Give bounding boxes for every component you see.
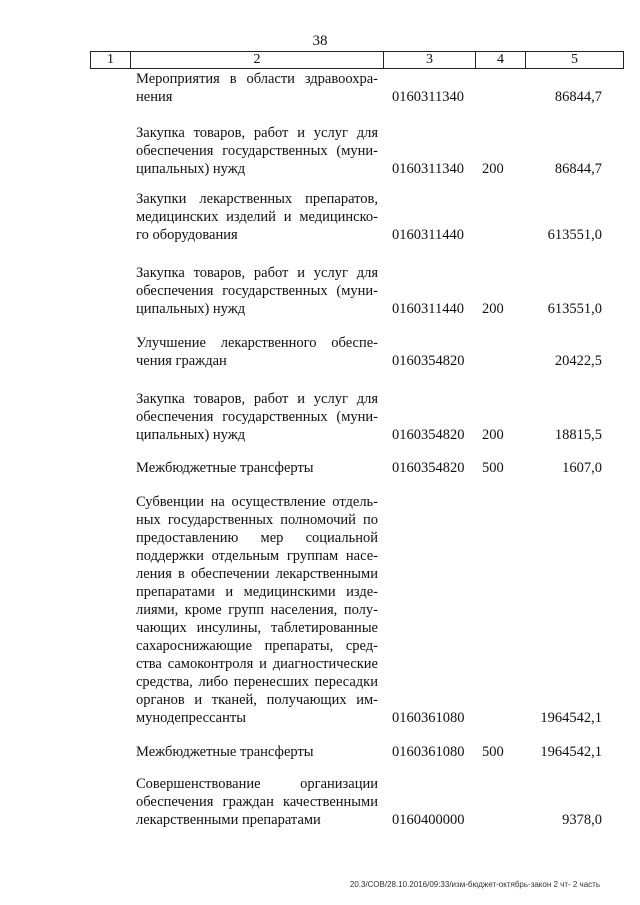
description-line: ципальных) нужд — [136, 427, 246, 443]
row-description — [136, 743, 378, 761]
description-line: средства, либо перенесших пересадки — [136, 674, 378, 690]
description-line: Улучшение лекарственного обеспе- — [136, 335, 378, 351]
row-description — [136, 190, 378, 244]
row-code: 0160311340 — [392, 161, 464, 177]
row-description — [136, 334, 378, 370]
row-code: 0160361080 — [392, 710, 465, 726]
row-description — [136, 775, 378, 829]
row-expense-type: 200 — [482, 427, 504, 443]
table-row — [0, 390, 640, 444]
row-code: 0160311440 — [392, 301, 464, 317]
description-line: го оборудования — [136, 227, 238, 243]
table-row — [0, 264, 640, 318]
table-row — [0, 775, 640, 829]
description-line: чающих инсулины, таблетированные — [136, 620, 378, 636]
row-description — [136, 124, 378, 178]
table-row — [0, 334, 640, 370]
description-line: Закупка товаров, работ и услуг для — [136, 265, 378, 281]
description-line: Закупка товаров, работ и услуг для — [136, 391, 378, 407]
table-row — [0, 743, 640, 761]
row-code: 0160354820 — [392, 427, 465, 443]
row-description — [136, 390, 378, 444]
description-line: Субвенции на осуществление отдель- — [136, 494, 378, 510]
row-expense-type: 200 — [482, 301, 504, 317]
row-code: 0160354820 — [392, 353, 465, 369]
header-col-4: 4 — [476, 52, 526, 68]
table-row — [0, 459, 640, 477]
row-amount: 1964542,1 — [540, 744, 602, 760]
description-line: препаратами и медицинскими изде- — [136, 584, 378, 600]
row-expense-type: 500 — [482, 744, 504, 760]
description-line: Межбюджетные трансферты — [136, 460, 314, 476]
header-col-3: 3 — [384, 52, 476, 68]
description-line: Закупки лекарственных препаратов, — [136, 191, 378, 207]
row-code: 0160400000 — [392, 812, 465, 828]
description-line: обеспечения государственных (муни- — [136, 143, 378, 159]
footer-stamp: 20.3/СОВ/28.10.2016/09:33/изм-бюджет-октябрь-закон 2 чт- 2 часть — [349, 880, 600, 889]
row-code: 0160311340 — [392, 89, 464, 105]
row-amount: 86844,7 — [554, 89, 602, 105]
page-number: 38 — [312, 33, 328, 49]
header-col-1: 1 — [91, 52, 131, 68]
description-line: сахароснижающие препараты, сред- — [136, 638, 378, 654]
description-line: Мероприятия в области здравоохра- — [136, 71, 378, 87]
description-line: мунодепрессанты — [136, 710, 246, 726]
table-row — [0, 493, 640, 727]
description-line: лекарственными препаратами — [136, 812, 321, 828]
row-amount: 18815,5 — [554, 427, 602, 443]
row-amount: 9378,0 — [562, 812, 602, 828]
description-line: медицинских изделий и медицинско- — [136, 209, 378, 225]
row-amount: 1607,0 — [562, 460, 602, 476]
table-row — [0, 190, 640, 244]
row-amount: 613551,0 — [547, 301, 602, 317]
description-line: ных государственных полномочий по — [136, 512, 378, 528]
row-code: 0160361080 — [392, 744, 465, 760]
table-header — [90, 51, 624, 69]
row-description — [136, 493, 378, 727]
description-line: предоставлению мер социальной — [136, 530, 378, 546]
description-line: ципальных) нужд — [136, 301, 246, 317]
row-expense-type: 200 — [482, 161, 504, 177]
description-line: чения граждан — [136, 353, 227, 369]
description-line: Межбюджетные трансферты — [136, 744, 314, 760]
row-description — [136, 459, 378, 477]
description-line: поддержки отдельным группам насе- — [136, 548, 378, 564]
table-row — [0, 124, 640, 178]
description-line: Закупка товаров, работ и услуг для — [136, 125, 378, 141]
row-code: 0160311440 — [392, 227, 464, 243]
row-amount: 86844,7 — [554, 161, 602, 177]
description-line: ления в обеспечении лекарственными — [136, 566, 378, 582]
description-line: лиями, кроме групп населения, полу- — [136, 602, 378, 618]
description-line: органов и тканей, получающих им- — [136, 692, 378, 708]
row-code: 0160354820 — [392, 460, 465, 476]
row-description — [136, 70, 378, 106]
row-amount: 613551,0 — [547, 227, 602, 243]
description-line: ства самоконтроля и диагностические — [136, 656, 378, 672]
header-col-5: 5 — [571, 52, 578, 67]
row-expense-type: 500 — [482, 460, 504, 476]
description-line: ципальных) нужд — [136, 161, 246, 177]
row-amount: 1964542,1 — [540, 710, 602, 726]
description-line: обеспечения государственных (муни- — [136, 283, 378, 299]
row-amount: 20422,5 — [554, 353, 602, 369]
table-row — [0, 70, 640, 106]
description-line: нения — [136, 89, 173, 105]
description-line: обеспечения государственных (муни- — [136, 409, 378, 425]
description-line: Совершенствование организации — [136, 776, 378, 792]
description-line: обеспечения граждан качественными — [136, 794, 378, 810]
row-description — [136, 264, 378, 318]
header-col-2: 2 — [131, 52, 384, 68]
